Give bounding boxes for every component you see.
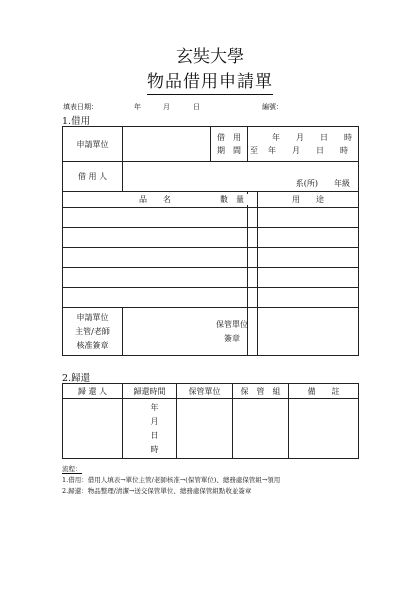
university-name: 玄奘大學 [176,47,244,67]
quantity-cell[interactable] [248,208,258,228]
process-title [62,464,280,475]
item-name-cell[interactable] [63,288,248,308]
fill-date-year: 年 [134,103,141,111]
table-row [63,208,359,228]
remarks-header: 備 註 [289,384,359,399]
approval-label [63,308,123,356]
table-row [63,228,359,248]
remarks-cell[interactable] [289,399,359,459]
purpose-header: 用 途 [258,192,359,208]
item-name-header: 品 名 [63,192,248,208]
process-title-text: 流程： [62,465,82,473]
table-row [63,288,359,308]
borrower-label: 借 用 人 [63,162,123,192]
period-to-prefix: 至 [250,146,258,155]
form-title [0,67,420,92]
item-name-cell[interactable] [63,268,248,288]
borrow-period-label-line1: 借 用 [217,133,241,142]
purpose-cell[interactable] [258,228,359,248]
purpose-cell[interactable] [258,208,359,228]
borrow-period-label-line2: 期 間 [217,146,241,155]
quantity-cell[interactable] [248,228,258,248]
fill-date-label: 填表日期： [63,103,98,111]
table-row [63,268,359,288]
return-time-header: 歸還時間 [123,384,177,399]
custodian-signature-box[interactable] [258,308,359,356]
process-line-2: 2.歸還：物品整理/清潔→送交保管單位、總務處保管組點收並簽章 [62,487,252,495]
period-from: 年 月 日 時 [272,133,352,142]
borrow-section-heading: 1.借用 [62,116,91,127]
return-time-month: 月 [150,416,159,426]
applicant-unit-label: 申請單位 [63,127,123,162]
return-table [62,383,359,459]
custodian-unit-cell[interactable] [177,399,233,459]
borrow-period-label [211,127,248,162]
item-name-cell[interactable] [63,228,248,248]
custodian-label-line1: 保管單位 [216,320,248,329]
return-time-day: 日 [150,430,159,440]
quantity-cell[interactable] [248,248,258,268]
approval-label-line1: 申請單位 [76,312,109,322]
purpose-cell[interactable] [258,288,359,308]
item-name-cell[interactable] [63,208,248,228]
purpose-cell[interactable] [258,248,359,268]
return-time-year: 年 [150,402,159,412]
fill-date-day: 日 [193,103,200,111]
borrower-input[interactable] [123,162,359,192]
purpose-cell[interactable] [258,268,359,288]
form-title-text: 物品借用申請單 [147,72,273,95]
custodian-label-text [209,318,255,346]
returner-cell[interactable] [63,399,123,459]
custodian-label-line2: 簽章 [224,334,240,343]
serial-label: 編號： [262,103,283,111]
custodian-unit-header: 保管單位 [177,384,233,399]
dept-suffix: 系(所) 年級 [295,179,350,188]
custody-group-cell[interactable] [233,399,289,459]
applicant-unit-input[interactable] [123,127,211,162]
process-line-1: 1.借用：借用人填表→單位主管/老師核准→(保管單位)、總務處保管組→領用 [62,476,281,484]
borrow-period-input[interactable] [248,127,359,162]
table-row [63,248,359,268]
quantity-cell[interactable] [248,288,258,308]
fill-date-month: 月 [163,103,170,111]
quantity-header-text: 數 量 [209,194,255,205]
process-notes [62,464,280,497]
period-to: 年 月 日 時 [268,146,348,155]
returner-header: 歸 還 人 [63,384,123,399]
return-time-hour: 時 [150,444,159,454]
approval-label-line3: 核准簽章 [76,340,109,350]
item-name-cell[interactable] [63,248,248,268]
custody-group-header: 保 管 組 [233,384,289,399]
return-time-cell[interactable] [123,399,177,459]
quantity-cell[interactable] [248,268,258,288]
return-section-heading: 2.歸還 [62,373,91,384]
approval-label-line2: 主管/老師 [75,326,110,336]
